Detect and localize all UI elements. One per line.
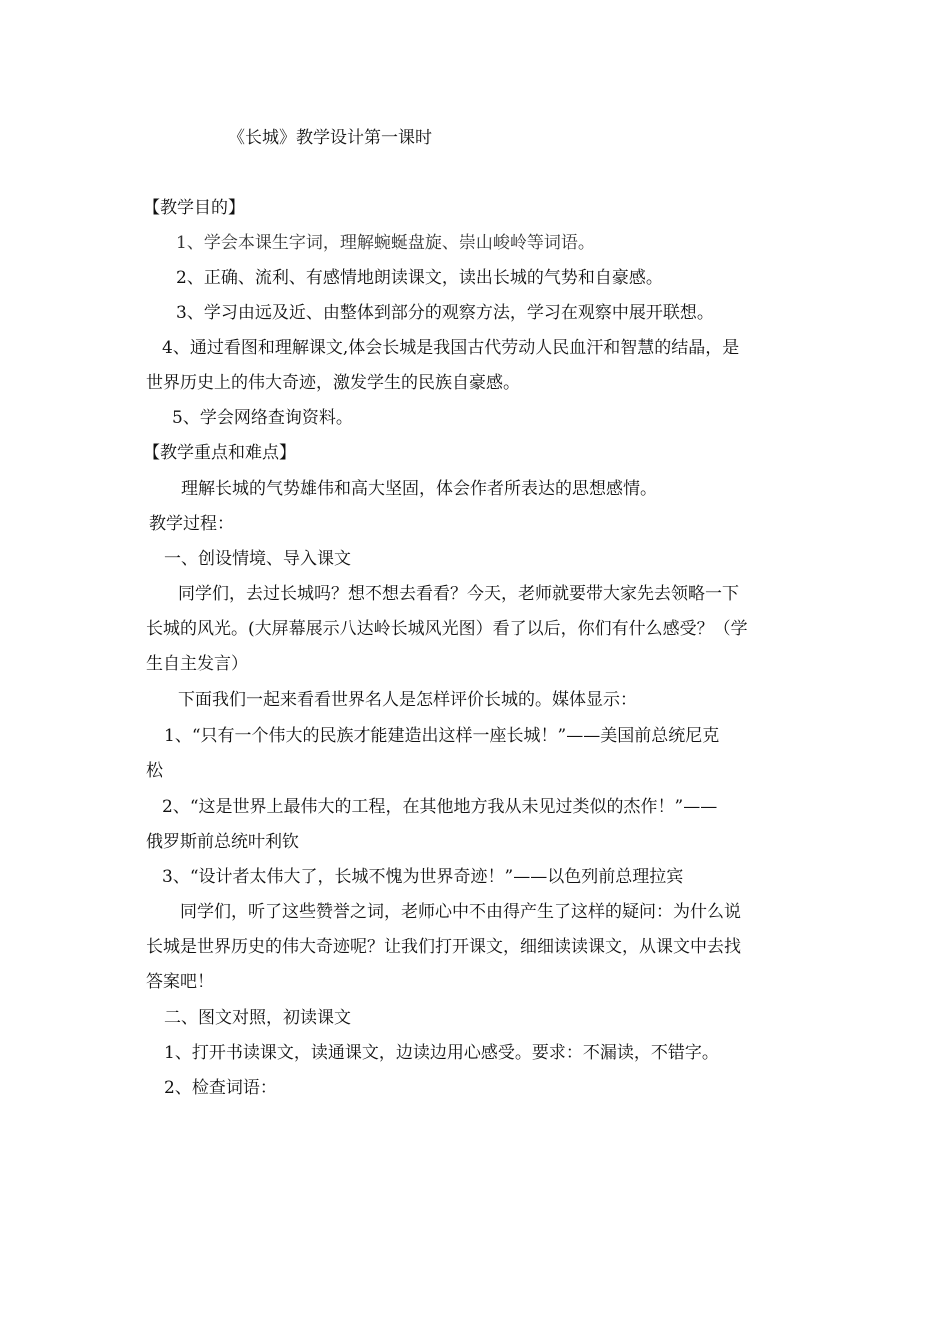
key-points-heading: 【教学重点和难点】	[143, 443, 296, 463]
paragraph-line: 下面我们一起来看看世界名人是怎样评价长城的。媒体显示：	[178, 690, 637, 710]
paragraph-line: 同学们，去过长城吗？想不想去看看？今天，老师就要带大家先去领略一下	[178, 584, 739, 604]
objective-item-continued: 世界历史上的伟大奇迹，激发学生的民族自豪感。	[146, 373, 520, 393]
objectives-heading: 【教学目的】	[143, 198, 245, 218]
paragraph-line: 生自主发言）	[146, 654, 248, 674]
quote-line: 2、“这是世界上最伟大的工程，在其他地方我从未见过类似的杰作！”——	[162, 797, 718, 817]
process-heading: 教学过程：	[149, 514, 234, 534]
quote-line: 俄罗斯前总统叶利钦	[146, 832, 299, 852]
step-line: 2、检查词语：	[164, 1078, 277, 1098]
quote-line: 3、“设计者太伟大了，长城不愧为世界奇迹！”——以色列前总理拉宾	[162, 867, 684, 887]
objective-item: 5、学会网络查询资料。	[172, 408, 353, 428]
objective-item: 1、学会本课生字词，理解蜿蜒盘旋、崇山峻岭等词语。	[176, 233, 595, 253]
paragraph-line: 答案吧！	[146, 972, 214, 992]
quote-line: 松	[146, 761, 163, 781]
step-line: 1、打开书读课文，读通课文，边读边用心感受。要求：不漏读，不错字。	[164, 1043, 719, 1063]
document-title: 《长城》教学设计第一课时	[228, 128, 432, 148]
objective-item: 2、正确、流利、有感情地朗读课文，读出长城的气势和自豪感。	[176, 268, 663, 288]
part2-heading: 二、图文对照，初读课文	[164, 1008, 351, 1028]
paragraph-line: 同学们，听了这些赞誉之词，老师心中不由得产生了这样的疑问：为什么说	[180, 902, 741, 922]
quote-line: 1、“只有一个伟大的民族才能建造出这样一座长城！”——美国前总统尼克	[164, 726, 720, 746]
paragraph-line: 长城是世界历史的伟大奇迹呢？让我们打开课文，细细读读课文，从课文中去找	[146, 937, 741, 957]
key-points-text: 理解长城的气势雄伟和高大坚固，体会作者所表达的思想感情。	[181, 479, 657, 499]
paragraph-line: 长城的风光。(大屏幕展示八达岭长城风光图）看了以后，你们有什么感受？（学	[146, 619, 748, 639]
objective-item: 3、学习由远及近、由整体到部分的观察方法，学习在观察中展开联想。	[176, 303, 714, 323]
objective-item: 4、通过看图和理解课文,体会长城是我国古代劳动人民血汗和智慧的结晶，是	[162, 338, 740, 358]
part1-heading: 一、创设情境、导入课文	[164, 549, 351, 569]
